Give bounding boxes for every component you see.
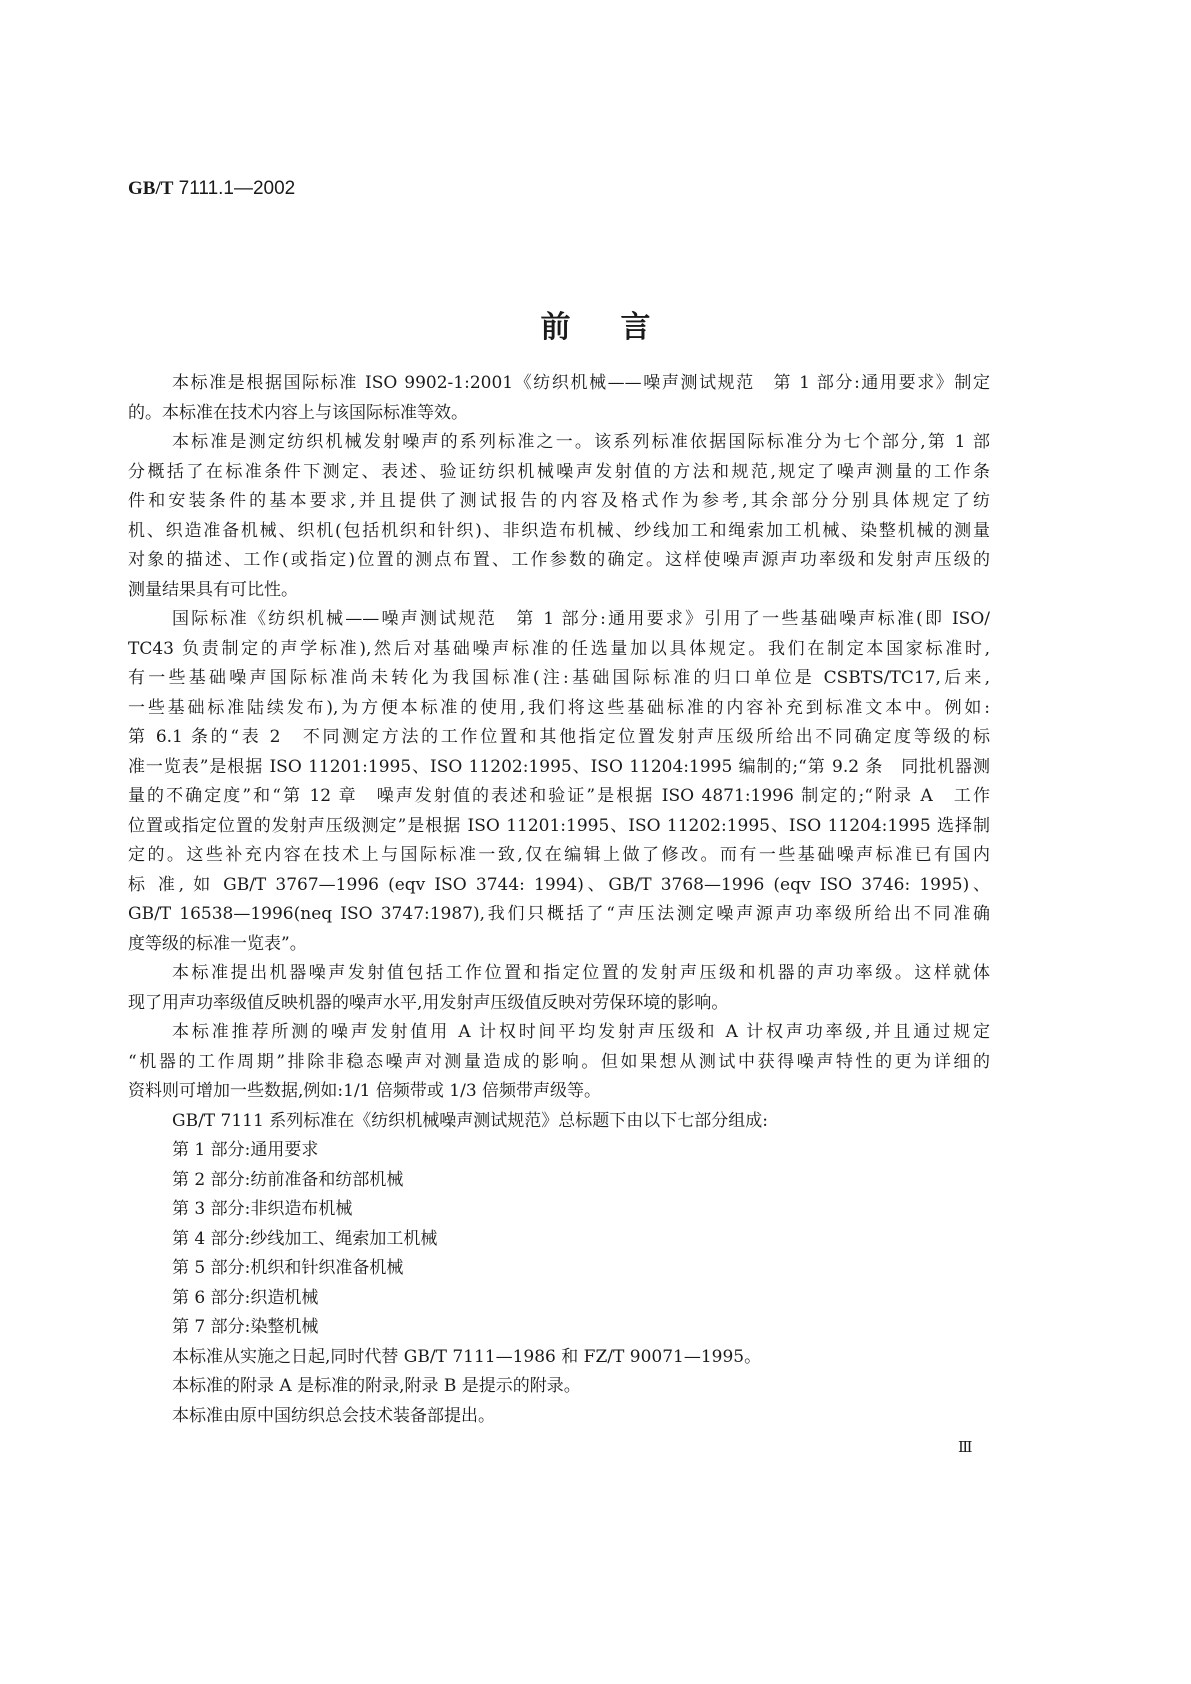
document-body xyxy=(128,369,990,1431)
text-line: 测量结果具有可比性。 xyxy=(128,579,298,600)
standard-code-number: 7111.1—2002 xyxy=(173,178,296,199)
text-line: 现了用声功率级值反映机器的噪声水平,用发射声压级值反映对劳保环境的影响。 xyxy=(128,992,729,1013)
part-list-item: 第 4 部分:纱线加工、绳索加工机械 xyxy=(172,1228,438,1249)
text-line: 本标准由原中国纺织总会技术装备部提出。 xyxy=(172,1405,495,1426)
page-title: 前言 xyxy=(540,310,701,345)
text-line: 本标准是根据国际标准 ISO 9902-1:2001《纺织机械——噪声测试规范 第 1 部分:通用要求》制定 xyxy=(172,373,990,393)
text-line: 机、织造准备机械、织机(包括机织和针织)、非织造布机械、纱线加工和绳索加工机械、染整机械的测量 xyxy=(128,520,990,541)
text-line: 资料则可增加一些数据,例如:1/1 倍频带或 1/3 倍频带声级等。 xyxy=(128,1081,602,1101)
text-line: GB/T 16538—1996(neq ISO 3747:1987),我们只概括了“声压法测定噪声源声功率级所给出不同准确 xyxy=(128,904,990,924)
text-line: 位置或指定位置的发射声压级测定”是根据 ISO 11201:1995、ISO 11202:1995、ISO 11204:1995 选择制 xyxy=(128,815,990,836)
text-line: 本标准提出机器噪声发射值包括工作位置和指定位置的发射声压级和机器的声功率级。这样就体 xyxy=(172,963,990,983)
text-line: 本标准从实施之日起,同时代替 GB/T 7111—1986 和 FZ/T 90071—1995。 xyxy=(172,1346,762,1367)
text-line: 标 准, 如 GB/T 3767—1996 (eqv ISO 3744: 1994)、GB/T 3768—1996 (eqv ISO 3746: 1995)、 xyxy=(128,874,990,895)
text-line: TC43 负责制定的声学标准),然后对基础噪声标准的任选量加以具体规定。我们在制定本国家标准时, xyxy=(128,638,990,659)
text-line: 准一览表”是根据 ISO 11201:1995、ISO 11202:1995、ISO 11204:1995 编制的;“第 9.2 条 同批机器测 xyxy=(128,756,990,777)
text-line: 分概括了在标准条件下测定、表述、验证纺织机械噪声发射值的方法和规范,规定了噪声测量的工作条 xyxy=(128,461,990,482)
part-list-item: 第 1 部分:通用要求 xyxy=(172,1140,319,1160)
part-list-item: 第 6 部分:织造机械 xyxy=(172,1287,319,1308)
part-list-item: 第 7 部分:染整机械 xyxy=(172,1317,319,1337)
text-line: 本标准是测定纺织机械发射噪声的系列标准之一。该系列标准依据国际标准分为七个部分,第 1 部 xyxy=(172,432,990,452)
text-line: 的。本标准在技术内容上与该国际标准等效。 xyxy=(128,402,468,423)
text-line: “机器的工作周期”排除非稳态噪声对测量造成的影响。但如果想从测试中获得噪声特性的更为详细的 xyxy=(128,1051,990,1072)
part-list-item: 第 2 部分:纺前准备和纺部机械 xyxy=(172,1169,404,1190)
text-line: GB/T 7111 系列标准在《纺织机械噪声测试规范》总标题下由以下七部分组成: xyxy=(172,1110,768,1131)
text-line: 量的不确定度”和“第 12 章 噪声发射值的表述和验证”是根据 ISO 4871:1996 制定的;“附录 A 工作 xyxy=(128,786,990,806)
text-line: 国际标准《纺织机械——噪声测试规范 第 1 部分:通用要求》引用了一些基础噪声标准(即 ISO/ xyxy=(172,609,990,629)
text-line: 一些基础标准陆续发布),为方便本标准的使用,我们将这些基础标准的内容补充到标准文本中。例如: xyxy=(128,697,990,718)
standard-code-prefix: GB/T xyxy=(128,178,174,199)
part-list-item: 第 5 部分:机织和针织准备机械 xyxy=(172,1258,404,1278)
text-line: 第 6.1 条的“表 2 不同测定方法的工作位置和其他指定位置发射声压级所给出不同确定度等级的标 xyxy=(128,727,990,747)
text-line: 有一些基础噪声国际标准尚未转化为我国标准(注:基础国际标准的归口单位是 CSBTS/TC17,后来, xyxy=(128,668,990,688)
text-line: 度等级的标准一览表”。 xyxy=(128,933,307,954)
text-line: 定的。这些补充内容在技术上与国际标准一致,仅在编辑上做了修改。而有一些基础噪声标准已有国内 xyxy=(128,845,990,865)
text-line: 件和安装条件的基本要求,并且提供了测试报告的内容及格式作为参考,其余部分分别具体规定了纺 xyxy=(128,491,990,511)
text-line: 本标准的附录 A 是标准的附录,附录 B 是提示的附录。 xyxy=(172,1376,581,1396)
text-line: 对象的描述、工作(或指定)位置的测点布置、工作参数的确定。这样使噪声源声功率级和发射声压级的 xyxy=(128,550,990,570)
part-list-item: 第 3 部分:非织造布机械 xyxy=(172,1199,353,1219)
standard-code xyxy=(128,178,295,200)
text-line: 本标准推荐所测的噪声发射值用 A 计权时间平均发射声压级和 A 计权声功率级,并且通过规定 xyxy=(172,1022,990,1042)
page-number: Ⅲ xyxy=(958,1438,973,1456)
